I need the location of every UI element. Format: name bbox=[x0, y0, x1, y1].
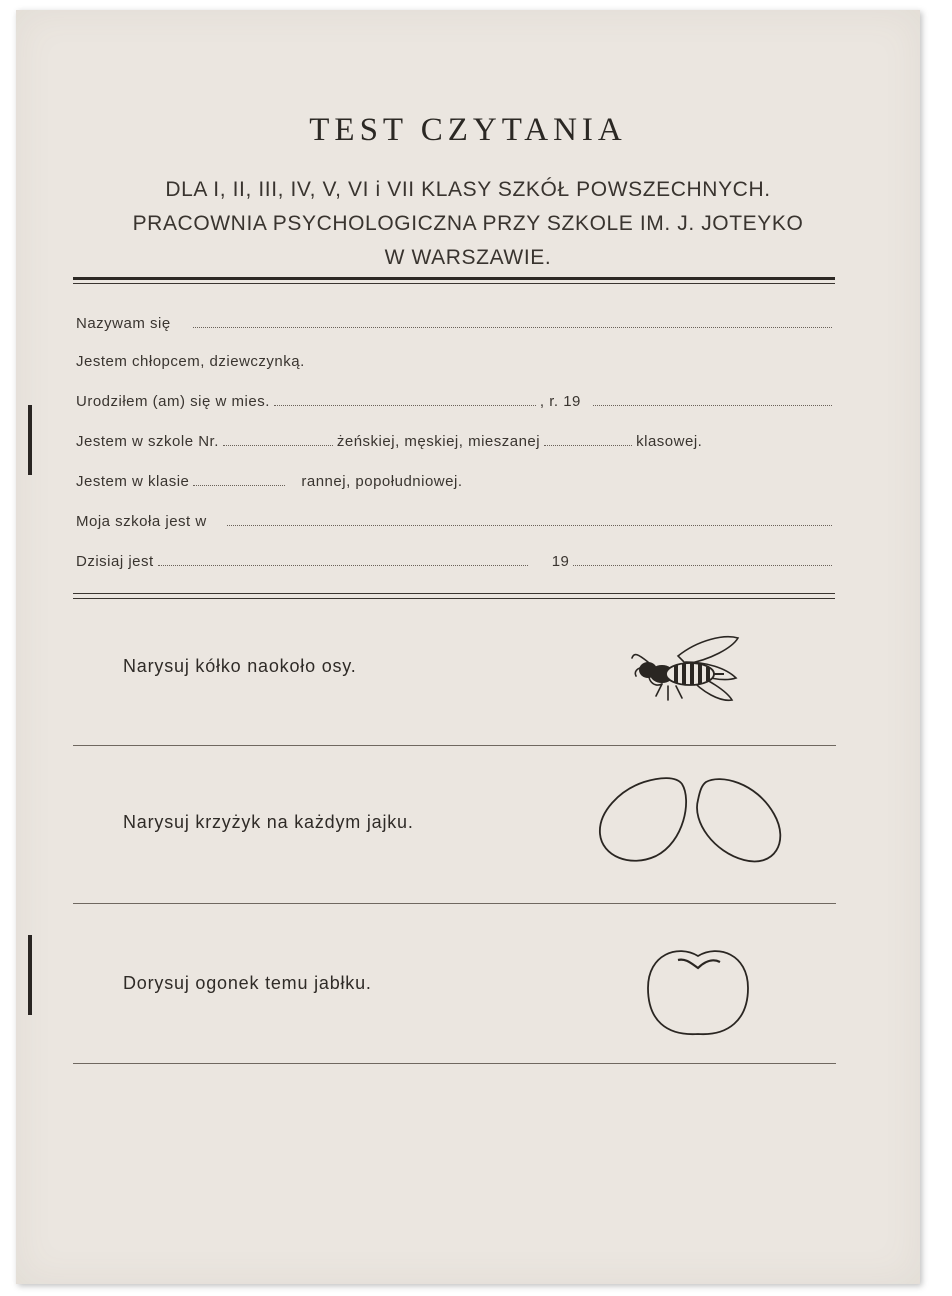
birth-month-line[interactable] bbox=[274, 404, 536, 406]
gender-label: Jestem chłopcem, dziewczynką. bbox=[76, 353, 305, 370]
class-line[interactable] bbox=[193, 484, 285, 486]
name-field[interactable] bbox=[76, 310, 836, 332]
task-3-instruction: Dorysuj ogonek temu jabłku. bbox=[123, 973, 372, 993]
binding-staple-bottom bbox=[28, 935, 32, 1015]
wasp-icon[interactable] bbox=[628, 632, 768, 714]
school-suffix: klasowej. bbox=[636, 433, 703, 450]
task-separator-1 bbox=[73, 745, 836, 746]
birth-label: Urodziłem (am) się w mies. bbox=[76, 393, 270, 410]
header-rule-thin bbox=[73, 283, 835, 284]
date-field[interactable] bbox=[76, 548, 836, 570]
school-location-label: Moja szkoła jest w bbox=[76, 513, 207, 530]
class-shift: rannej, popołudniowej. bbox=[301, 473, 463, 490]
school-number-line[interactable] bbox=[223, 444, 333, 446]
form-rule-1 bbox=[73, 593, 835, 594]
eggs-icon[interactable] bbox=[596, 772, 796, 872]
class-field[interactable] bbox=[76, 468, 836, 490]
subtitle-line-3: W WARSZAWIE. bbox=[384, 246, 552, 269]
school-location-line[interactable] bbox=[227, 524, 832, 526]
birth-field[interactable] bbox=[76, 388, 836, 410]
name-line[interactable] bbox=[193, 326, 832, 328]
school-location-field[interactable] bbox=[76, 508, 836, 530]
date-year-line[interactable] bbox=[573, 564, 832, 566]
task-2-instruction: Narysuj krzyżyk na każdym jajku. bbox=[123, 812, 414, 832]
page-title: TEST CZYTANIA bbox=[309, 112, 627, 148]
subtitle-line-1: DLA I, II, III, IV, V, VI i VII KLASY SZKÓŁ POWSZECHNYCH. bbox=[165, 178, 771, 201]
birth-year-line[interactable] bbox=[593, 404, 832, 406]
date-year-prefix: 19 bbox=[551, 553, 570, 570]
task-separator-2 bbox=[73, 903, 836, 904]
task-1-instruction: Narysuj kółko naokoło osy. bbox=[123, 656, 357, 676]
name-label: Nazywam się bbox=[76, 315, 171, 332]
subtitle-line-2: PRACOWNIA PSYCHOLOGICZNA PRZY SZKOLE IM. J. JOTEYKO bbox=[132, 212, 804, 235]
binding-staple-top bbox=[28, 405, 32, 475]
paper-sheet bbox=[16, 10, 920, 1284]
form-rule-2 bbox=[73, 598, 835, 599]
gender-field bbox=[76, 348, 836, 370]
birth-year-prefix: , r. 19 bbox=[539, 393, 581, 410]
egg-right bbox=[697, 779, 780, 861]
date-line[interactable] bbox=[158, 564, 528, 566]
school-type: żeńskiej, męskiej, mieszanej bbox=[336, 433, 541, 450]
school-label: Jestem w szkole Nr. bbox=[76, 433, 219, 450]
school-field[interactable] bbox=[76, 428, 836, 450]
class-label: Jestem w klasie bbox=[76, 473, 190, 490]
school-size-line[interactable] bbox=[544, 444, 632, 446]
date-label: Dzisiaj jest bbox=[76, 553, 154, 570]
apple-icon[interactable] bbox=[644, 940, 752, 1040]
task-separator-3 bbox=[73, 1063, 836, 1064]
header-rule-thick bbox=[73, 277, 835, 280]
egg-left bbox=[600, 778, 686, 861]
